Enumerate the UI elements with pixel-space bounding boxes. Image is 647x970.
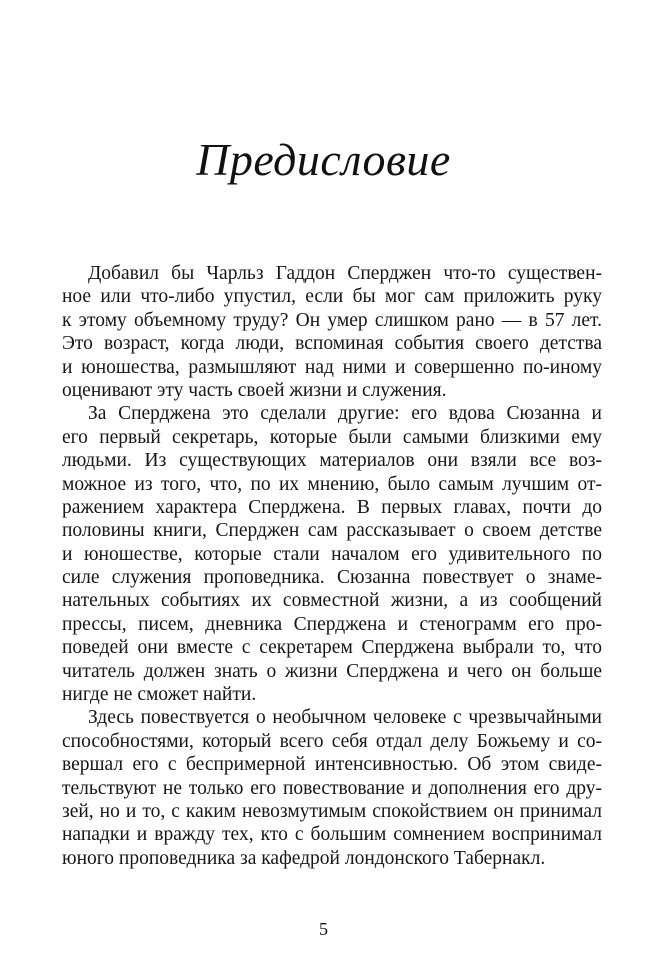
text-line: нигде не сможет найти.: [62, 684, 257, 706]
paragraph-2: [62, 402, 602, 706]
text-line: и юношестве, которые стали началом его удивительного по: [62, 543, 602, 565]
text-line: ное или что-либо упустил, если бы мог сам приложить руку: [62, 286, 602, 308]
chapter-heading: Предисловие: [196, 134, 451, 185]
text-line: поведей они вместе с секретарем Сперджена выбрали то, что: [62, 637, 602, 659]
text-line: силе служения проповедника. Сюзанна повествует о знаме-: [62, 567, 602, 589]
text-line: ражением характера Сперджена. В первых главах, почти до: [62, 496, 602, 518]
text-line: Здесь повествуется о необычном человеке с чрезвычайными: [88, 707, 602, 729]
paragraph-1: [62, 262, 602, 402]
text-line: Это возраст, когда люди, вспоминая события своего детства: [62, 333, 602, 355]
text-line: нательных событиях их совместной жизни, а из сообщений: [62, 590, 602, 612]
text-line: вершал его с беспримерной интенсивностью. Об этом свиде-: [62, 754, 602, 776]
text-line: тельствуют не только его повествование и дополнения его дру-: [62, 777, 602, 799]
text-line: оценивают эту часть своей жизни и служения.: [62, 379, 447, 401]
text-line: За Сперджена это сделали другие: его вдова Сюзанна и: [88, 403, 602, 425]
text-line: его первый секретарь, которые были самыми близкими ему: [62, 426, 602, 448]
text-line: людьми. Из существующих материалов они взяли все воз-: [62, 450, 602, 472]
text-line: юного проповедника за кафедрой лондонского Табернакл.: [62, 847, 546, 869]
text-line: способностями, который всего себя отдал делу Божьему и со-: [62, 730, 602, 752]
text-line: половины книги, Сперджен сам рассказывает о своем детстве: [62, 520, 602, 542]
text-line: можное из того, что, по их мнению, было самым лучшим от-: [62, 473, 602, 495]
paragraph-3: [62, 706, 602, 870]
text-line: Добавил бы Чарльз Гаддон Сперджен что-то существен-: [88, 263, 602, 284]
text-line: зей, но и то, с каким невозмутимым спокойствием он принимал: [62, 800, 602, 822]
page-number: 5: [319, 919, 328, 939]
text-line: к этому объемному труду? Он умер слишком рано — в 57 лет.: [62, 309, 602, 331]
text-line: нападки и вражду тех, кто с большим сомнением воспринимал: [62, 824, 602, 846]
text-line: и юношества, размышляют над ними и совершенно по-иному: [62, 356, 602, 378]
body-text: [62, 262, 602, 870]
text-line: читатель должен знать о жизни Сперджена и чего он больше: [62, 660, 602, 682]
text-line: прессы, писем, дневника Сперджена и стенограмм его про-: [62, 613, 602, 635]
